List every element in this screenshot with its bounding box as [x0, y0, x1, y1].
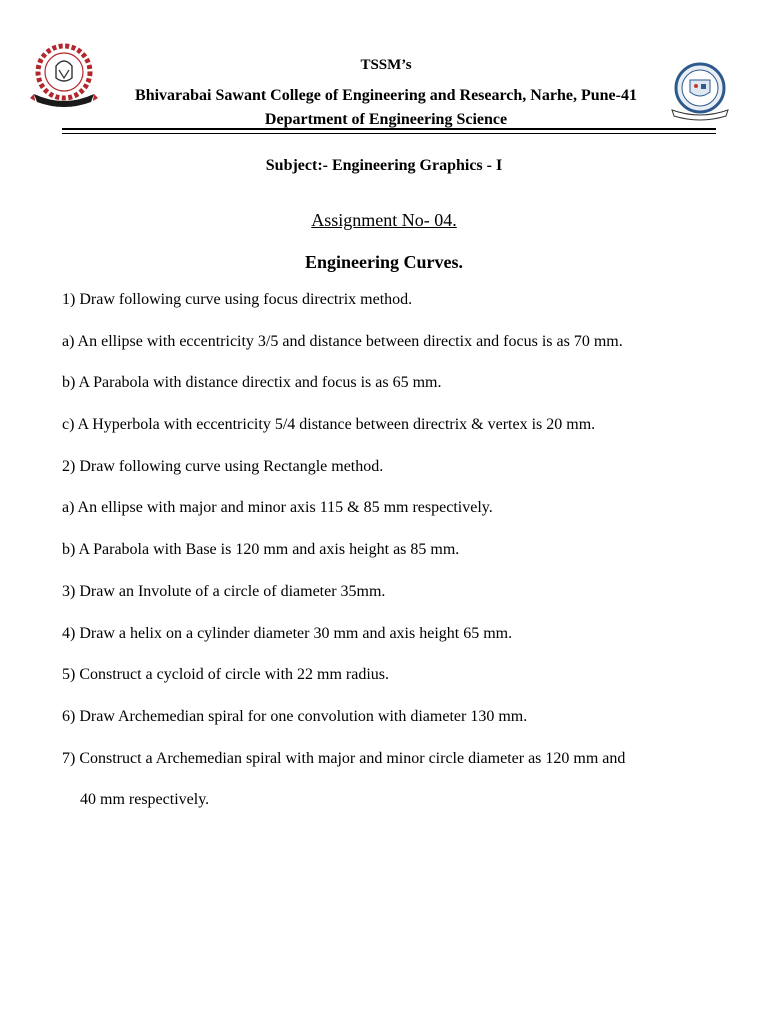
question-item: 3) Draw an Involute of a circle of diameter 35mm.	[62, 582, 386, 600]
question-item: c) A Hyperbola with eccentricity 5/4 distance between directrix & vertex is 20 mm.	[62, 416, 596, 434]
question-list	[62, 290, 702, 832]
question-item: 5) Construct a cycloid of circle with 22 mm radius.	[62, 666, 390, 684]
college-name: Bhivarabai Sawant College of Engineering and Research, Narhe, Pune-41	[135, 87, 637, 104]
question-item: 1) Draw following curve using focus directrix method.	[62, 291, 413, 308]
question-item: b) A Parabola with distance directix and focus is as 65 mm.	[62, 374, 442, 392]
question-item: 6) Draw Archemedian spiral for one convolution with diameter 130 mm.	[62, 707, 528, 725]
subject-line: Subject:- Engineering Graphics - I	[265, 157, 503, 174]
question-item: a) An ellipse with major and minor axis 115 & 85 mm respectively.	[62, 499, 493, 517]
department-name: Department of Engineering Science	[264, 111, 508, 128]
header-divider-thick	[62, 128, 716, 130]
question-item: a) An ellipse with eccentricity 3/5 and distance between directix and focus is as 70 mm.	[62, 332, 623, 350]
question-item: 2) Draw following curve using Rectangle method.	[62, 457, 384, 475]
question-item: 7) Construct a Archemedian spiral with major and minor circle diameter as 120 mm and	[62, 749, 626, 767]
letterhead	[100, 55, 672, 131]
assignment-title: Assignment No- 04.	[311, 210, 457, 230]
college-emblem-left-icon	[28, 42, 100, 114]
tssm-emblem-right-icon	[668, 60, 732, 124]
topic-title: Engineering Curves.	[304, 252, 463, 272]
question-item: b) A Parabola with Base is 120 mm and axis height as 85 mm.	[62, 541, 460, 559]
header-divider-thin	[62, 133, 716, 134]
question-item-continuation: 40 mm respectively.	[80, 791, 210, 809]
trust-name: TSSM’s	[360, 57, 412, 73]
question-item: 4) Draw a helix on a cylinder diameter 30 mm and axis height 65 mm.	[62, 624, 513, 642]
